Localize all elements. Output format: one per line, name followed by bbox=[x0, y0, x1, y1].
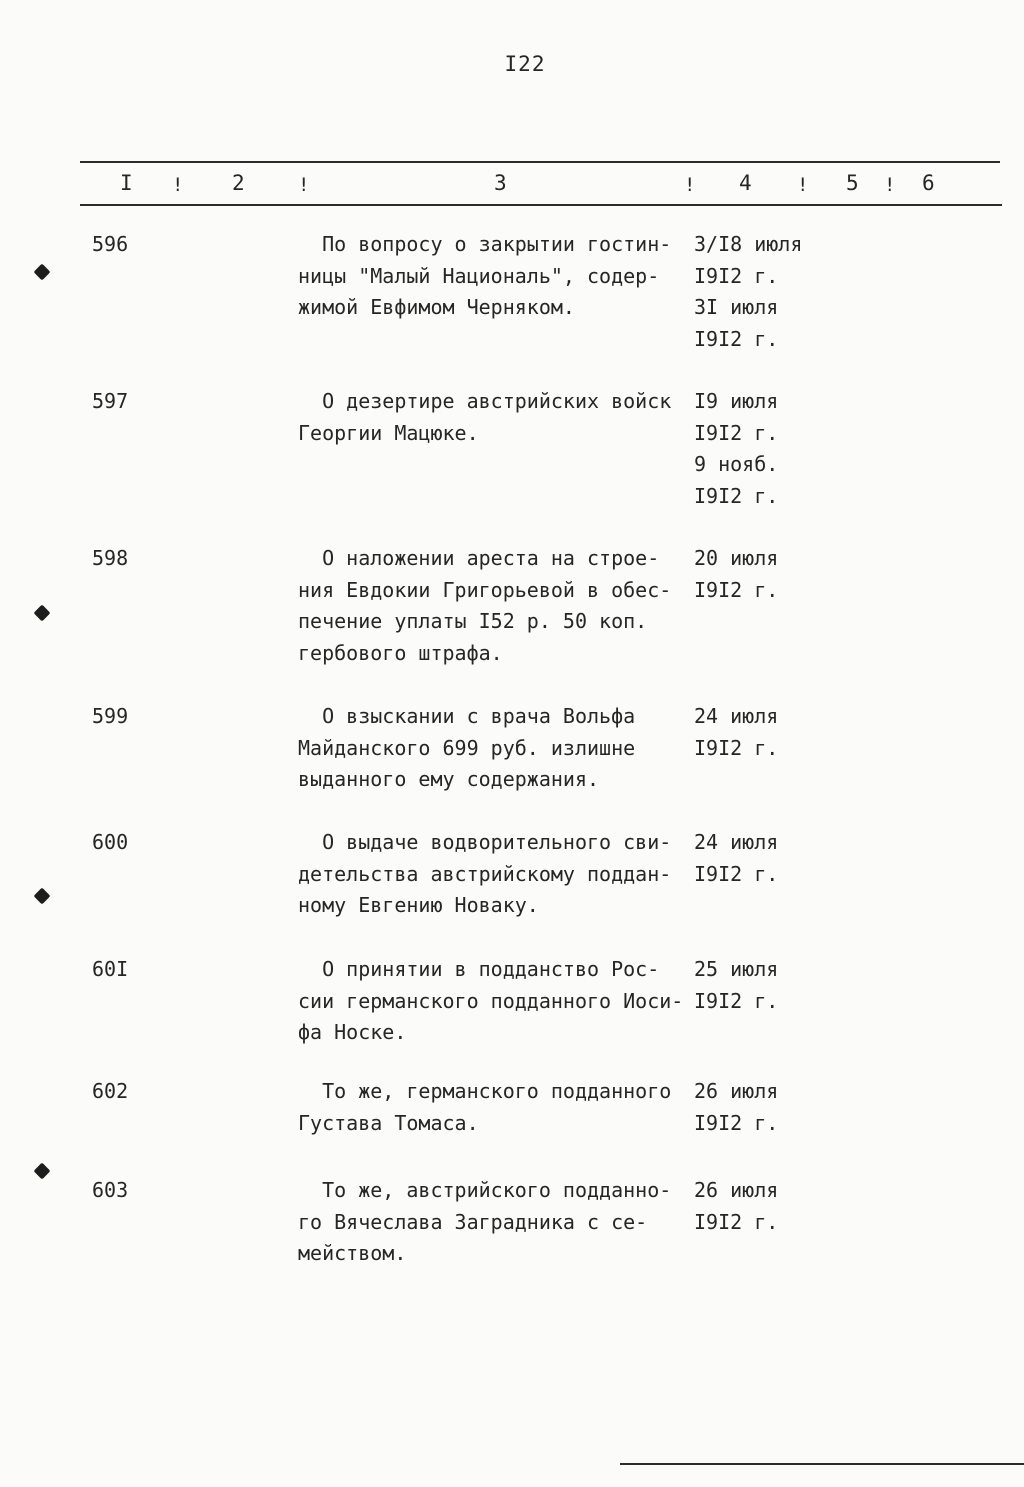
title-line: фа Носке. bbox=[298, 1020, 407, 1044]
date-line: 26 июля bbox=[694, 1079, 779, 1103]
date-line: I9I2 г. bbox=[694, 263, 779, 288]
title-line: ницы "Малый Националь", содер- bbox=[298, 263, 660, 288]
header-separator: ! bbox=[797, 174, 809, 196]
row-date bbox=[694, 386, 824, 512]
title-line: По вопросу о закрытии гостин- bbox=[298, 232, 672, 256]
date-line: I9I2 г. bbox=[694, 420, 779, 445]
row-date bbox=[694, 954, 824, 1017]
date-line: 20 июля bbox=[694, 546, 779, 570]
row-date bbox=[694, 1076, 824, 1139]
title-line: Георгии Мацюке. bbox=[298, 420, 479, 445]
row-title bbox=[298, 386, 698, 449]
header-col-4: 4 bbox=[739, 171, 752, 195]
header-bottom-rule bbox=[80, 204, 1002, 206]
header-separator: ! bbox=[172, 174, 184, 196]
date-line: I9I2 г. bbox=[694, 1209, 779, 1234]
page-number: I22 bbox=[504, 52, 546, 76]
header-separator: ! bbox=[298, 174, 310, 196]
row-date bbox=[694, 701, 824, 764]
date-line: I9I2 г. bbox=[694, 735, 779, 760]
title-line: гербового штрафа. bbox=[298, 640, 503, 665]
row-number: 602 bbox=[92, 1079, 129, 1103]
row-number: 603 bbox=[92, 1178, 129, 1202]
date-line: I9I2 г. bbox=[694, 1110, 779, 1135]
row-date bbox=[694, 1175, 824, 1238]
title-line: детельства австрийскому поддан- bbox=[298, 861, 672, 886]
row-title bbox=[298, 1076, 698, 1139]
date-line: 25 июля bbox=[694, 957, 779, 981]
title-line: ному Евгению Новаку. bbox=[298, 893, 539, 917]
row-number: 599 bbox=[92, 704, 129, 728]
date-line: I9I2 г. bbox=[694, 577, 779, 602]
header-col-1: I bbox=[120, 171, 133, 195]
title-line: О взыскании с врача Вольфа bbox=[298, 704, 636, 728]
row-title bbox=[298, 229, 698, 324]
row-title bbox=[298, 543, 698, 669]
punch-hole bbox=[34, 1163, 51, 1180]
header-separator: ! bbox=[884, 174, 896, 196]
row-number: 597 bbox=[92, 389, 129, 413]
title-line: То же, германского подданного bbox=[298, 1079, 672, 1103]
header-top-rule bbox=[80, 161, 1000, 163]
punch-hole bbox=[34, 264, 51, 281]
title-line: О наложении ареста на строе- bbox=[298, 546, 660, 570]
date-line: I9I2 г. bbox=[694, 988, 779, 1013]
date-line: 3/I8 июля bbox=[694, 232, 803, 256]
date-line: I9I2 г. bbox=[694, 483, 779, 508]
title-line: жимой Евфимом Черняком. bbox=[298, 295, 575, 319]
row-title bbox=[298, 701, 698, 796]
row-number: 600 bbox=[92, 830, 129, 854]
header-col-3: 3 bbox=[494, 171, 507, 195]
title-line: выданного ему содержания. bbox=[298, 767, 600, 791]
row-date bbox=[694, 229, 824, 355]
header-col-2: 2 bbox=[232, 171, 245, 195]
title-line: го Вячеслава Заградника с се- bbox=[298, 1209, 648, 1234]
title-line: Майданского 699 руб. излишне bbox=[298, 735, 636, 760]
date-line: 24 июля bbox=[694, 704, 779, 728]
row-date bbox=[694, 543, 824, 606]
footer-rule bbox=[620, 1463, 1024, 1465]
date-line: I9 июля bbox=[694, 389, 779, 413]
date-line: I9I2 г. bbox=[694, 326, 779, 351]
title-line: ния Евдокии Григорьевой в обес- bbox=[298, 577, 672, 602]
title-line: сии германского подданного Иоси- bbox=[298, 988, 684, 1013]
title-line: О принятии в подданство Рос- bbox=[298, 957, 660, 981]
title-line: То же, австрийского подданно- bbox=[298, 1178, 672, 1202]
row-number: 596 bbox=[92, 232, 129, 256]
row-title bbox=[298, 827, 698, 922]
date-line: 3I июля bbox=[694, 295, 779, 319]
header-col-5: 5 bbox=[846, 171, 859, 195]
header-separator: ! bbox=[684, 174, 696, 196]
title-line: печение уплаты I52 р. 50 коп. bbox=[298, 609, 648, 633]
title-line: Густава Томаса. bbox=[298, 1110, 479, 1135]
row-date bbox=[694, 827, 824, 890]
row-number: 598 bbox=[92, 546, 129, 570]
title-line: О дезертире австрийских войск bbox=[298, 389, 672, 413]
title-line: мейством. bbox=[298, 1241, 407, 1265]
row-number: 60I bbox=[92, 957, 129, 981]
date-line: I9I2 г. bbox=[694, 861, 779, 886]
header-col-6: 6 bbox=[922, 171, 935, 195]
date-line: 26 июля bbox=[694, 1178, 779, 1202]
punch-hole bbox=[34, 888, 51, 905]
row-title bbox=[298, 1175, 698, 1270]
date-line: 24 июля bbox=[694, 830, 779, 854]
date-line: 9 нояб. bbox=[694, 452, 779, 476]
punch-hole bbox=[34, 605, 51, 622]
row-title bbox=[298, 954, 698, 1049]
title-line: О выдаче водворительного сви- bbox=[298, 830, 672, 854]
